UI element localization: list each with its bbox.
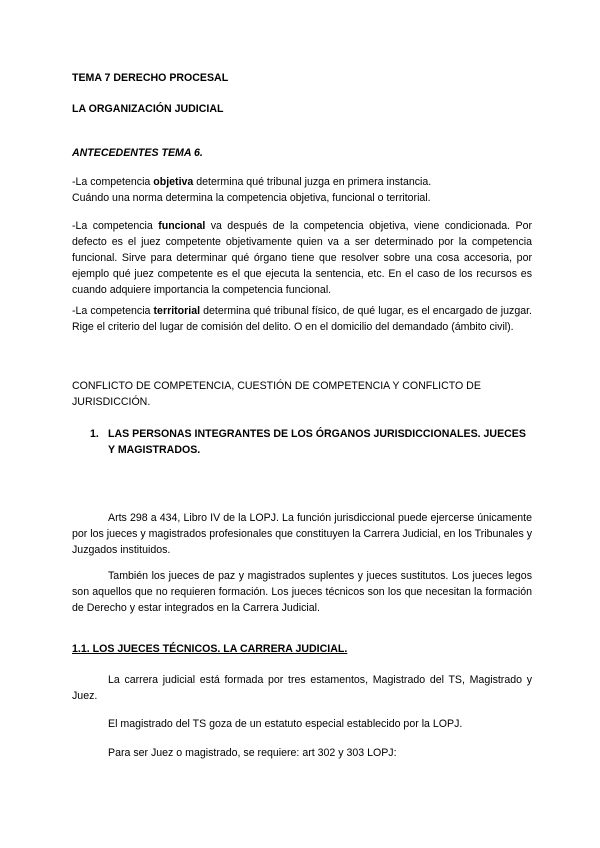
territorial-paragraph (72, 303, 532, 335)
conflicto-heading: CONFLICTO DE COMPETENCIA, CUESTIÓN DE COMPETENCIA Y CONFLICTO DE JURISDICCIÓN. (72, 380, 481, 408)
objetiva-term: objetiva (153, 176, 194, 188)
paragraph-carrera: La carrera judicial está formada por tres estamentos, Magistrado del TS, Magistrado y Juez. (72, 674, 532, 702)
objetiva-line (72, 174, 532, 190)
paragraph-magistrado-ts: El magistrado del TS goza de un estatuto especial establecido por la LOPJ. (108, 718, 463, 730)
territorial-text: determina qué tribunal físico, de qué lugar, es el encargado de juzgar. Rige el criterio del lugar de comisión del delito. O en el domicilio del demandado (ámbito civil). (72, 305, 533, 333)
section-1-title: LAS PERSONAS INTEGRANTES DE LOS ÓRGANOS JURISDICCIONALES. JUECES Y MAGISTRADOS. (108, 428, 526, 456)
section-1-heading (90, 426, 530, 458)
territorial-prefix: -La competencia (72, 305, 154, 317)
objetiva-paragraph (72, 174, 532, 206)
funcional-term: funcional (158, 220, 206, 232)
objetiva-text: determina qué tribunal juzga en primera instancia. (193, 176, 432, 188)
paragraph-requisitos: Para ser Juez o magistrado, se requiere: art 302 y 303 LOPJ: (108, 747, 397, 759)
document-subtitle: LA ORGANIZACIÓN JUDICIAL (72, 103, 224, 115)
document-title: TEMA 7 DERECHO PROCESAL (72, 72, 229, 84)
objetiva-prefix: -La competencia (72, 176, 154, 188)
funcional-prefix: -La competencia (72, 220, 159, 232)
funcional-paragraph (72, 218, 532, 298)
section-1-1-heading: 1.1. LOS JUECES TÉCNICOS. LA CARRERA JUDICIAL. (72, 643, 348, 655)
antecedentes-heading: ANTECEDENTES TEMA 6. (72, 147, 203, 159)
paragraph-jueces-paz: También los jueces de paz y magistrados suplentes y jueces sustitutos. Los jueces legos son aquellos que no requieren formación. Los jueces técnicos son los que necesitan la formación de Derecho y estar integrados en la Carrera Judicial. (72, 570, 532, 614)
funcional-text: va después de la competencia objetiva, viene condicionada. Por defecto es el juez competente objetivamente quien va a ser determinado por la competencia funcional. Sirve para determinar qué órgano tiene que resolver sobre una cosa accesoria, por ejemplo qué juez competente es el que ejecuta la sentencia, etc. En el caso de los recursos es cuando adquiere importancia la competencia funcional. (72, 220, 532, 296)
section-1-number: 1. (90, 428, 99, 440)
territorial-term: territorial (153, 305, 201, 317)
objetiva-line2: Cuándo una norma determina la competencia objetiva, funcional o territorial. (72, 192, 431, 204)
paragraph-arts: Arts 298 a 434, Libro IV de la LOPJ. La función jurisdiccional puede ejercerse únicamente por los jueces y magistrados profesionales que constituyen la Carrera Judicial, en los Tribunales y Juzgados instituidos. (72, 512, 532, 556)
